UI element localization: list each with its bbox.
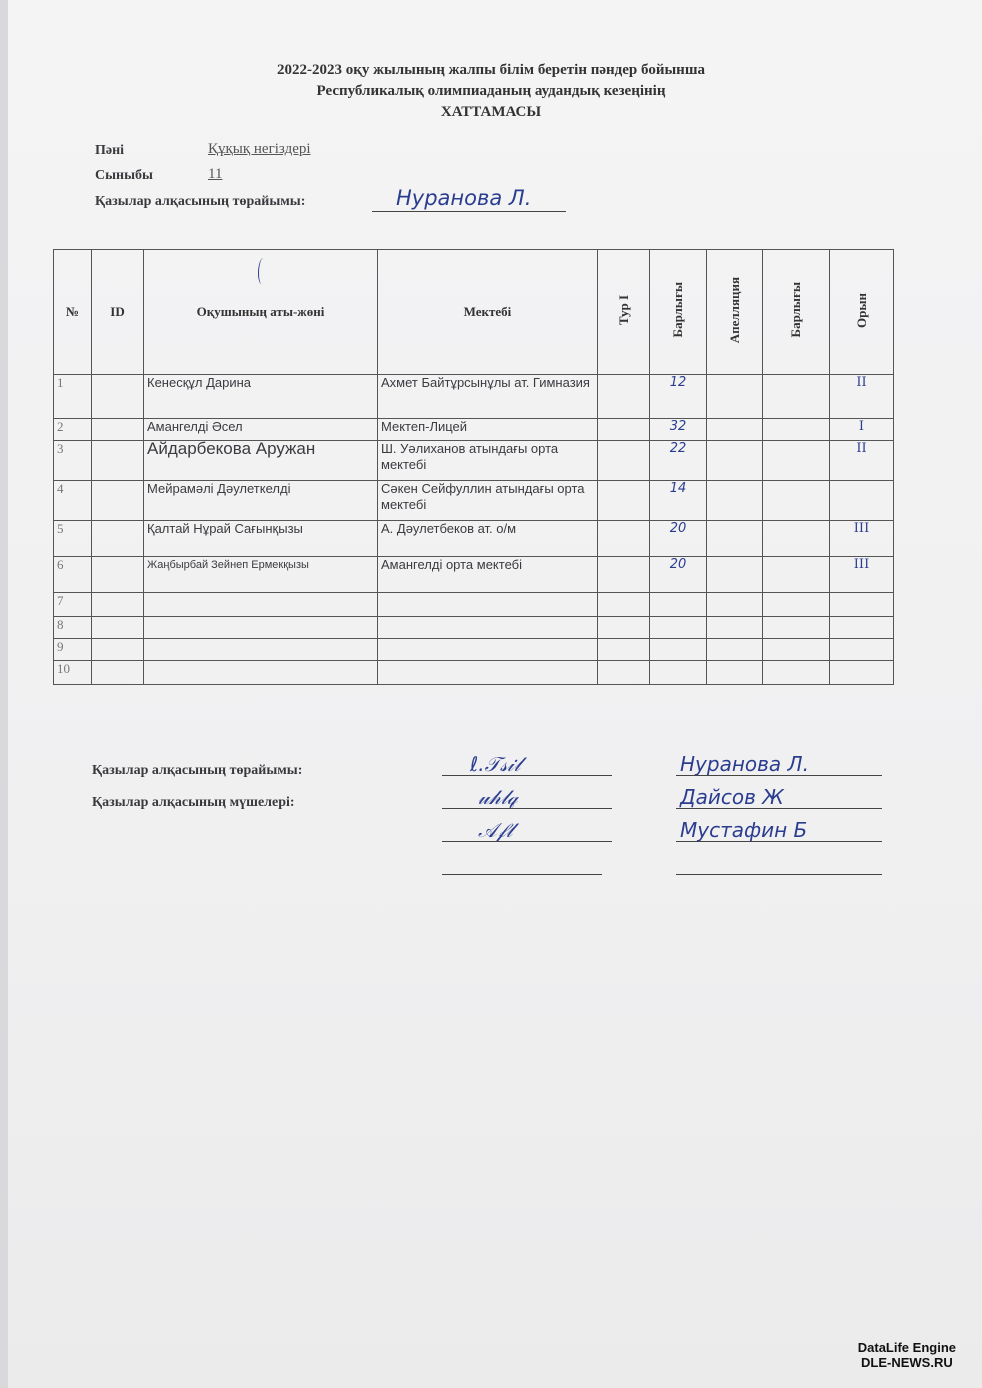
cell-id [92, 557, 144, 593]
cell-school: Мектеп-Лицей [378, 419, 598, 441]
cell-appeal [707, 481, 763, 521]
cell-total-2 [763, 441, 830, 481]
header-tour-1: Тур І [598, 250, 650, 375]
cell-student-name: Айдарбекова Аружан [144, 441, 378, 481]
cell-total-2 [763, 639, 830, 661]
cell-total-2 [763, 521, 830, 557]
cell-tour-1 [598, 441, 650, 481]
header-school: Мектебі [378, 250, 598, 375]
cell-appeal [707, 557, 763, 593]
cell-total-2 [763, 557, 830, 593]
cell-number: 8 [54, 617, 92, 639]
results-table [53, 249, 894, 685]
cell-number: 4 [54, 481, 92, 521]
cell-student-name [144, 661, 378, 685]
chair-name-handwritten: Нуранова Л. [680, 752, 809, 776]
cell-tour-1 [598, 481, 650, 521]
header-student-name: Оқушының аты-жөні [144, 250, 378, 375]
chair-signature-top: Нуранова Л. [396, 186, 532, 210]
cell-school: Амангелді орта мектебі [378, 557, 598, 593]
cell-tour-1 [598, 617, 650, 639]
chair-label-top: Қазылар алқасының төрайымы: [95, 194, 306, 209]
cell-place [830, 617, 894, 639]
cell-appeal [707, 375, 763, 419]
cell-tour-1 [598, 661, 650, 685]
cell-total-2 [763, 617, 830, 639]
table-header-row [54, 250, 894, 375]
title-line-3: ХАТТАМАСЫ [440, 104, 542, 120]
cell-school: Ш. Уәлиханов атындағы орта мектебі [378, 441, 598, 481]
cell-school: Сәкен Сейфуллин атындағы орта мектебі [378, 481, 598, 521]
header-total-2: Барлығы [763, 250, 830, 375]
header-id: ID [92, 250, 144, 375]
cell-appeal [707, 661, 763, 685]
chair-signature-line-top [372, 211, 566, 212]
cell-tour-1 [598, 419, 650, 441]
cell-student-name: Жаңбырбай Зейнеп Ермекқызы [144, 557, 378, 593]
name-line-3 [676, 841, 882, 842]
signature-line-2 [442, 808, 612, 809]
cell-id [92, 375, 144, 419]
table-row [54, 593, 894, 617]
cell-total-2 [763, 593, 830, 617]
signature-line-1 [442, 775, 612, 776]
member-name-1-handwritten: Дайсов Ж [680, 785, 784, 809]
cell-number: 2 [54, 419, 92, 441]
cell-total [650, 617, 707, 639]
cell-place [830, 639, 894, 661]
cell-total: 22 [650, 441, 707, 481]
cell-tour-1 [598, 593, 650, 617]
cell-school [378, 617, 598, 639]
table-row [54, 441, 894, 481]
cell-place: I [830, 419, 894, 441]
cell-student-name [144, 593, 378, 617]
cell-school [378, 639, 598, 661]
cell-total: 20 [650, 521, 707, 557]
cell-id [92, 617, 144, 639]
table-row [54, 375, 894, 419]
cell-school [378, 661, 598, 685]
signature-mark-2: 𝓊𝒽𝓁𝓆 [478, 785, 518, 809]
cell-place: II [830, 441, 894, 481]
cell-school: Ахмет Байтұрсынұлы ат. Гимназия [378, 375, 598, 419]
cell-tour-1 [598, 521, 650, 557]
watermark-line-2: DLE-NEWS.RU [861, 1355, 953, 1370]
watermark-line-1: DataLife Engine [857, 1340, 956, 1355]
cell-student-name: Кенесқұл Дарина [144, 375, 378, 419]
cell-id [92, 419, 144, 441]
title-line-1: 2022-2023 оқу жылының жалпы білім беретін пәндер бойынша [277, 62, 705, 78]
cell-appeal [707, 617, 763, 639]
cell-number: 6 [54, 557, 92, 593]
cell-tour-1 [598, 375, 650, 419]
signature-line-3 [442, 841, 612, 842]
cell-id [92, 593, 144, 617]
header-number: № [54, 250, 92, 375]
pen-stroke [258, 258, 267, 284]
name-line-2 [676, 808, 882, 809]
subject-label: Пәні [95, 143, 125, 158]
name-line-4 [676, 874, 882, 875]
footer-members-label: Қазылар алқасының мүшелері: [92, 795, 295, 810]
cell-appeal [707, 639, 763, 661]
cell-total: 12 [650, 375, 707, 419]
cell-appeal [707, 441, 763, 481]
cell-school: А. Дәулетбеков ат. о/м [378, 521, 598, 557]
cell-place: II [830, 375, 894, 419]
cell-appeal [707, 521, 763, 557]
cell-appeal [707, 419, 763, 441]
grade-value: 11 [208, 166, 223, 182]
cell-total: 20 [650, 557, 707, 593]
cell-tour-1 [598, 639, 650, 661]
cell-total: 14 [650, 481, 707, 521]
table-row [54, 639, 894, 661]
cell-school [378, 593, 598, 617]
cell-id [92, 441, 144, 481]
signature-mark-1: ℓ.𝒯𝓈𝒾𝓁 [470, 752, 521, 776]
cell-id [92, 521, 144, 557]
watermark [858, 1340, 956, 1370]
cell-number: 3 [54, 441, 92, 481]
signature-line-4 [442, 874, 602, 875]
cell-tour-1 [598, 557, 650, 593]
cell-place [830, 661, 894, 685]
table-row [54, 661, 894, 685]
table-row [54, 617, 894, 639]
cell-id [92, 639, 144, 661]
cell-number: 9 [54, 639, 92, 661]
cell-appeal [707, 593, 763, 617]
cell-number: 10 [54, 661, 92, 685]
table-row [54, 481, 894, 521]
grade-label: Сыныбы [95, 168, 153, 183]
cell-student-name: Қалтай Нұрай Сағынқызы [144, 521, 378, 557]
name-line-1 [676, 775, 882, 776]
cell-total: 32 [650, 419, 707, 441]
cell-number: 1 [54, 375, 92, 419]
cell-total-2 [763, 481, 830, 521]
cell-place: III [830, 557, 894, 593]
cell-total [650, 661, 707, 685]
cell-student-name [144, 639, 378, 661]
cell-student-name: Мейрамәлі Дәулеткелді [144, 481, 378, 521]
cell-place: III [830, 521, 894, 557]
table-row [54, 521, 894, 557]
subject-value: Құқық негіздері [208, 141, 311, 157]
cell-place [830, 481, 894, 521]
cell-student-name: Амангелді Әсел [144, 419, 378, 441]
cell-total [650, 593, 707, 617]
cell-total-2 [763, 661, 830, 685]
title-line-2: Республикалық олимпиаданың аудандық кезеңінің [316, 83, 666, 99]
cell-place [830, 593, 894, 617]
cell-id [92, 481, 144, 521]
cell-number: 5 [54, 521, 92, 557]
header-place: Орын [830, 250, 894, 375]
cell-number: 7 [54, 593, 92, 617]
cell-total-2 [763, 419, 830, 441]
cell-total [650, 639, 707, 661]
signature-mark-3: 𝒜𝒻𝓁 [478, 818, 513, 842]
header-total: Барлығы [650, 250, 707, 375]
footer-chair-label: Қазылар алқасының төрайымы: [92, 763, 303, 778]
header-appeal: Апелляция [707, 250, 763, 375]
cell-total-2 [763, 375, 830, 419]
member-name-2-handwritten: Мустафин Б [680, 818, 808, 842]
page-edge [0, 0, 8, 1388]
table-row [54, 557, 894, 593]
table-row [54, 419, 894, 441]
cell-id [92, 661, 144, 685]
cell-student-name [144, 617, 378, 639]
